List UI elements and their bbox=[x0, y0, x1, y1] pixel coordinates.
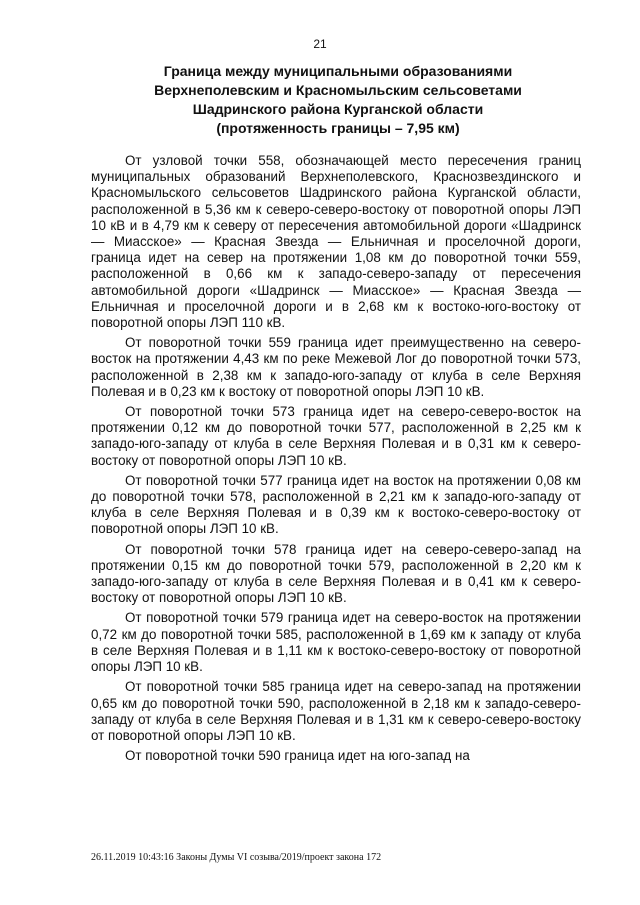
paragraph: От узловой точки 558, обозначающей место пересечения границ муниципальных образований Верхнеполевского, Краснозвездинского и Красномыльского сельсоветов Шадринского района Курганской области, расположенной в 5,36 км к северо-северо-востоку от поворотной опоры ЛЭП 10 кВ и в 4,79 км к северу от пересечения автомобильной дороги «Шадринск — Миасское» — Красная Звезда — Ельничная и проселочной дороги, граница идет на север на протяжении 1,08 км до поворотной точки 559, расположенной в 0,66 км к западо-северо-западу от пересечения автомобильной дороги «Шадринск — Миасское» — Красная Звезда — Ельничная и проселочной дороги и в 2,68 км к востоко-юго-востоку от поворотной опоры ЛЭП 110 кВ. bbox=[91, 153, 581, 331]
document-body bbox=[91, 153, 581, 768]
paragraph: От поворотной точки 585 граница идет на северо-запад на протяжении 0,65 км до поворотной точки 590, расположенной в 2,18 км к западо-северо-западу от клуба в селе Верхняя Полевая и в 1,31 км к северо-северо-востоку от поворотной опоры ЛЭП 10 кВ. bbox=[91, 679, 581, 743]
paragraph: От поворотной точки 590 граница идет на юго-запад на bbox=[125, 748, 470, 764]
paragraph: От поворотной точки 577 граница идет на восток на протяжении 0,08 км до поворотной точки 578, расположенной в 2,21 км к западо-юго-западу от клуба в селе Верхняя Полевая и в 0,39 км к востоко-северо-востоку от поворотной опоры ЛЭП 10 кВ. bbox=[91, 472, 581, 537]
paragraph: От поворотной точки 578 граница идет на северо-северо-запад на протяжении 0,15 км до поворотной точки 579, расположенной в 2,20 км к западо-юго-западу от клуба в селе Верхняя Полевая и в 0,41 км к северо-востоку от поворотной опоры ЛЭП 10 кВ. bbox=[91, 541, 581, 606]
title-line: Верхнеполевским и Красномыльским сельсоветами bbox=[154, 82, 522, 98]
paragraph: От поворотной точки 573 граница идет на северо-северо-восток на протяжении 0,12 км до поворотной точки 577, расположенной в 2,25 км к западо-юго-западу от клуба в селе Верхняя Полевая и в 0,31 км к северо-востоку от поворотной опоры ЛЭП 10 кВ. bbox=[91, 404, 581, 468]
title-line: (протяженность границы – 7,95 км) bbox=[216, 120, 460, 136]
title-line: Шадринского района Курганской области bbox=[192, 101, 484, 117]
document-title bbox=[118, 62, 558, 138]
page-number: 21 bbox=[313, 37, 327, 51]
title-line: Граница между муниципальными образованиями bbox=[163, 63, 513, 79]
document-footer: 26.11.2019 10:43:16 Законы Думы VI созыва/2019/проект закона 172 bbox=[91, 852, 382, 863]
paragraph: От поворотной точки 559 граница идет преимущественно на северо-восток на протяжении 4,43 км по реке Межевой Лог до поворотной точки 573, расположенной в 2,38 км к западо-юго-западу от клуба в селе Верхняя Полевая и в 0,23 км к востоку от поворотной опоры ЛЭП 10 кВ. bbox=[91, 335, 581, 399]
paragraph: От поворотной точки 579 граница идет на северо-восток на протяжении 0,72 км до поворотной точки 585, расположенной в 1,69 км к западу от клуба в селе Верхняя Полевая и в 1,11 км к востоко-северо-востоку от поворотной опоры ЛЭП 10 кВ. bbox=[91, 610, 581, 675]
